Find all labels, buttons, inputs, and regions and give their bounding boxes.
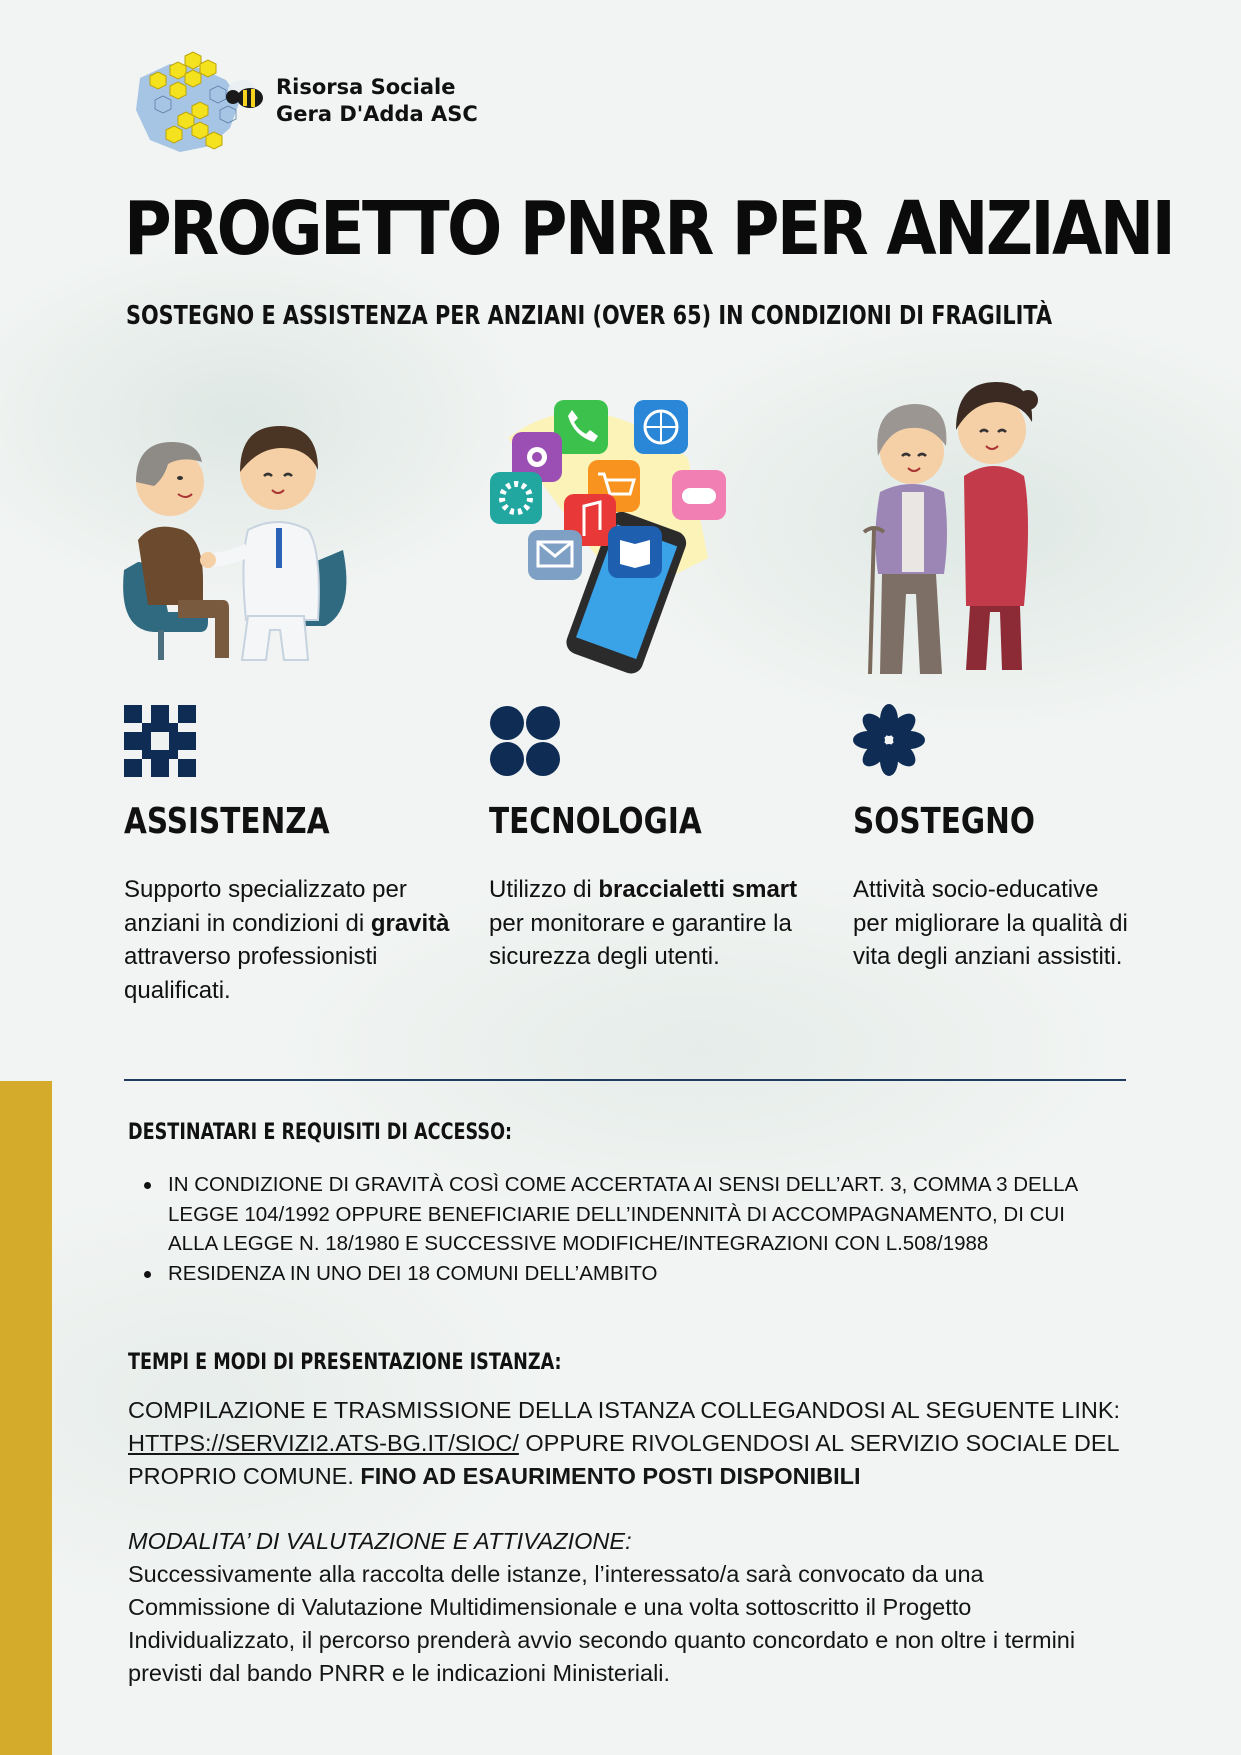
text-part: Attività socio-educative per migliorare la qualità di vita degli anziani assistiti. — [853, 876, 1128, 970]
timing-text — [128, 1394, 1128, 1493]
column-text-sostegno — [853, 873, 1133, 974]
evaluation-text: Successivamente alla raccolta delle istanze, l’interessato/a sarà convocato da una Commissione di Valutazione Multidimensionale e una volta sottoscritto il Progetto Individualizzato, il percorso prenderà avvio secondo quanto concordato e non oltre i termini previsti dal bando PNRR e le indicazioni Ministeriali. — [128, 1561, 1076, 1686]
smartphone-apps-illustration — [488, 398, 738, 678]
requirements-list — [128, 1170, 1108, 1288]
text-part: Utilizzo di — [489, 876, 599, 903]
logo-name-line2: Gera D'Adda ASC — [276, 102, 478, 126]
text-bold: gravità — [370, 909, 450, 937]
requirements-heading: DESTINATARI E REQUISITI DI ACCESSO: — [128, 1120, 513, 1145]
doctor-consultation-illustration — [118, 420, 368, 670]
column-title-tecnologia: TECNOLOGIA — [489, 801, 702, 842]
logo — [130, 50, 510, 160]
four-circles-icon — [489, 705, 561, 777]
text-bold: FINO AD ESAURIMENTO POSTI DISPONIBILI — [360, 1463, 861, 1489]
list-item — [128, 1170, 1108, 1259]
page-title: PROGETTO PNRR PER ANZIANI — [124, 186, 1174, 272]
list-item-text: RESIDENZA IN UNO DEI 18 COMUNI DELL’AMBITO — [168, 1261, 658, 1285]
honeycomb-bee-logo-icon — [130, 50, 280, 160]
column-text-assistenza — [124, 873, 454, 1007]
text-part: OPPURE RIVOLGENDOSI AL SERVIZIO SOCIALE DEL PROPRIO COMUNE. — [128, 1430, 1119, 1489]
text-part: per monitorare e garantire la sicurezza degli utenti. — [489, 909, 792, 970]
timing-heading: TEMPI E MODI DI PRESENTAZIONE ISTANZA: — [128, 1350, 562, 1375]
application-link[interactable]: HTTPS://SERVIZI2.ATS-BG.IT/SIOC/ — [128, 1430, 519, 1456]
bullet — [144, 1182, 151, 1189]
text-part: attraverso professionisti qualificati. — [124, 943, 378, 1004]
gold-side-bar — [0, 1081, 52, 1755]
caregiver-elderly-illustration — [852, 380, 1062, 675]
section-divider — [124, 1079, 1126, 1081]
text-part: Supporto specializzato per anziani in condizioni di — [124, 876, 407, 937]
column-title-sostegno: SOSTEGNO — [853, 801, 1035, 842]
asterisk-flower-icon — [853, 704, 925, 776]
text-part: COMPILAZIONE E TRASMISSIONE DELLA ISTANZA COLLEGANDOSI AL SEGUENTE LINK: — [128, 1397, 1121, 1423]
page-subtitle: SOSTEGNO E ASSISTENZA PER ANZIANI (OVER 65) IN CONDIZIONI DI FRAGILITÀ — [126, 301, 1053, 331]
list-item — [128, 1259, 1108, 1289]
text-bold: braccialetti smart — [598, 876, 798, 903]
logo-name-line1: Risorsa Sociale — [276, 75, 456, 99]
list-item-text: IN CONDIZIONE DI GRAVITÀ COSÌ COME ACCERTATA AI SENSI DELL’ART. 3, COMMA 3 DELLA LEGGE 104/1992 OPPURE BENEFICIARIE DELL’INDENNITÀ DI ACCOMPAGNAMENTO, DI CUI ALLA LEGGE N. 18/1980 E SUCCESSIVE MODIFICHE/INTEGRAZIONI CON L.508/1988 — [168, 1173, 1078, 1255]
evaluation-heading: MODALITA’ DI VALUTAZIONE E ATTIVAZIONE: — [128, 1528, 632, 1554]
bullet — [144, 1271, 151, 1278]
column-title-assistenza: ASSISTENZA — [124, 801, 330, 842]
column-text-tecnologia — [489, 873, 819, 974]
checker-pattern-icon — [124, 705, 196, 777]
